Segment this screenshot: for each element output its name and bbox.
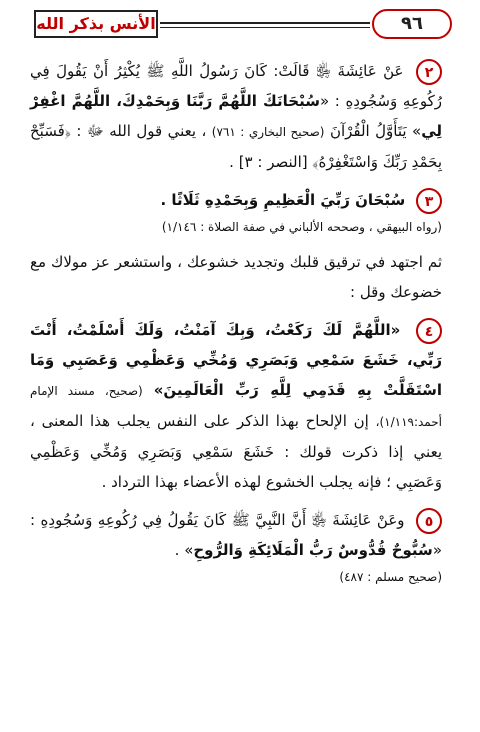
dhikr-text: سُبْحَانَ رَبِّيَ الْعَظِيمِ وَبِحَمْدِهِ ثَلَاثًا . bbox=[160, 191, 406, 209]
explanation: إن الإلحاح بهذا الذكر على النفس يجلب هذا المعنى ، يعني إذا ذكرت قولك : خَشَعَ سَمْعِي وَبَصَرِي وَمُخِّي وَعَظْمِي وَعَصَبِي ؛ فإنه يجلب الخشوع لهذه الأعضاء بهذا الترداد . bbox=[30, 412, 442, 491]
hadith-intro: عَنْ عَائِشَةَ ﵂ قَالَتْ: كَانَ رَسُولُ اللَّهِ ﷺ يُكْثِرُ أَنْ يَقُولَ فِي رُكُوعِهِ وَسُجُودِهِ : « bbox=[30, 62, 442, 110]
source-citation: (صحيح، مسند الإمام أحمد:١/١١٩)، bbox=[30, 384, 442, 429]
item-number-badge: ٥ bbox=[416, 508, 442, 534]
reference-line: (رواه البيهقي ، وصححه الألباني في صفة الصلاة : ١/١٤٦) bbox=[161, 220, 442, 234]
page-body bbox=[30, 56, 442, 589]
page-number: ٩٦ bbox=[372, 9, 452, 39]
page-header bbox=[0, 0, 480, 46]
hadith-outro: » يَتَأَوَّلُ الْقُرْآنَ bbox=[329, 122, 422, 140]
item-number-badge: ٢ bbox=[416, 59, 442, 85]
paragraph-5 bbox=[30, 505, 442, 565]
explanation: ، يعني قول الله ﷻ : ﴿فَسَبِّحْ بِحَمْدِ رَبِّكَ وَاسْتَغْفِرْهُ﴾ [النصر : ٣] . bbox=[30, 122, 442, 171]
header-rule bbox=[160, 22, 370, 24]
paragraph-4 bbox=[30, 315, 442, 497]
dhikr-text: «اللَّهُمَّ لَكَ رَكَعْتُ، وَبِكَ آمَنْتُ، وَلَكَ أَسْلَمْتُ، أَنْتَ رَبِّي، خَشَعَ سَمْعِي وَبَصَرِي وَمُخِّي وَعَظْمِي وَعَصَبِي وَمَا اسْتَقَلَّتْ بِهِ قَدَمِي لِلَّهِ رَبِّ الْعَالَمِينَ» bbox=[30, 321, 442, 399]
paragraph-3 bbox=[30, 185, 442, 215]
header-rule-thin bbox=[160, 27, 370, 28]
book-title-box bbox=[34, 10, 158, 38]
hadith-outro: » . bbox=[174, 541, 194, 559]
paragraph-2 bbox=[30, 56, 442, 177]
dhikr-text: سُبْحَانَكَ اللَّهُمَّ رَبَّنَا وَبِحَمْدِكَ، اللَّهُمَّ اغْفِرْ لِي bbox=[30, 92, 442, 140]
hadith-intro: وعَنْ عَائِشَةَ ﵂ أَنَّ النَّبِيَّ ﷺ كَانَ يَقُولُ فِي رُكُوعِهِ وَسُجُودِهِ : « bbox=[30, 511, 442, 559]
book-title: الأنس بذكر الله bbox=[36, 14, 156, 33]
item-number-badge: ٣ bbox=[416, 188, 442, 214]
source-citation: (صحيح البخاري : ٧٦١) bbox=[211, 125, 325, 139]
reference-line: (صحيح مسلم : ٤٨٧) bbox=[339, 570, 442, 584]
paragraph-instruction: ثم اجتهد في ترقيق قلبك وتجديد خشوعك ، واستشعر عز مولاك مع خضوعك وقل : bbox=[30, 253, 442, 301]
item-number-badge: ٤ bbox=[416, 318, 442, 344]
dhikr-text: سُبُّوحٌ قُدُّوسٌ رَبُّ الْمَلَائِكَةِ وَالرُّوحِ bbox=[193, 541, 433, 559]
